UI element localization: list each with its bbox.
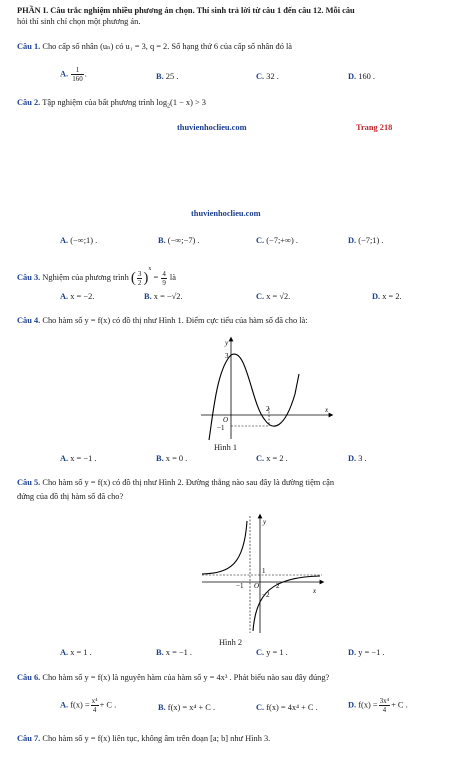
x-axis-label: x — [313, 587, 317, 595]
question-label: Câu 1. — [17, 42, 41, 51]
q1-option-b[interactable]: B. 25 . — [156, 72, 179, 81]
question-4: Câu 4. Cho hàm số y = f(x) có đồ thị như Hình 1. Điểm cực tiểu của hàm số đã cho là: — [17, 316, 308, 325]
question-1: Câu 1. Cho cấp số nhân (uₙ) có u₁ = 3, q = 2. Số hạng thứ 6 của cấp số nhân đó là — [17, 42, 293, 51]
origin-label: O — [254, 582, 260, 590]
figure-1-caption: Hình 1 — [214, 443, 238, 452]
tick-minus-2: −2 — [262, 591, 270, 599]
q2-option-b[interactable]: B. (−∞;−7) . — [158, 236, 200, 245]
q1-option-c[interactable]: C. 32 . — [256, 72, 279, 81]
q3-option-b[interactable]: B. x = −√2. — [144, 292, 183, 301]
q2-option-c[interactable]: C. (−7;+∞) . — [256, 236, 298, 245]
tick-2: 2 — [266, 405, 270, 413]
q1-option-d[interactable]: D. 160 . — [348, 72, 375, 81]
figure-1-graph — [195, 334, 335, 442]
question-2: Câu 2. Tập nghiệm của bất phương trình $\log_2(1 - x) > 3$ — [17, 98, 206, 110]
y-axis-label: y — [263, 518, 267, 526]
q3-option-a[interactable]: A. x = −2. — [60, 292, 95, 301]
origin-label: O — [223, 416, 229, 424]
section-title: PHẦN I. Câu trắc nghiệm nhiều phương án chọn. Thí sinh trả lời từ câu 1 đến câu 12. Mỗi câu — [17, 6, 355, 15]
q4-option-a[interactable]: A. x = −1 . — [60, 454, 97, 463]
q2-option-d[interactable]: D. (−7;1) . — [348, 236, 384, 245]
q4-option-b[interactable]: B. x = 0 . — [156, 454, 188, 463]
figure-2-caption: Hình 2 — [219, 638, 243, 647]
tick-minus-1: −1 — [236, 582, 244, 590]
question-3: Câu 3. Nghiệm của phương trình ( $\frac{3}{2}$ )$^x$ = $\frac{4}{9}$ là — [17, 266, 176, 287]
q5-option-c[interactable]: C. y = 1 . — [256, 648, 288, 657]
q6-option-b[interactable]: B. f(x) = x⁴ + C . — [158, 703, 216, 712]
y-axis-label: y — [225, 339, 229, 347]
q3-option-d[interactable]: D. x = 2. — [372, 292, 402, 301]
q5-option-a[interactable]: A. x = 1 . — [60, 648, 92, 657]
x-axis-label: x — [325, 406, 329, 414]
tick-2: 2 — [276, 582, 280, 590]
left-branch — [202, 521, 247, 574]
tick-3: 3 — [225, 352, 229, 360]
q1-option-a[interactable]: A. $\frac{1}{160}$ . — [60, 66, 87, 83]
q5-option-d[interactable]: D. y = −1 . — [348, 648, 385, 657]
footer-page-number: Trang 218 — [356, 123, 393, 132]
tick-1: 1 — [262, 567, 266, 575]
figure-2-graph — [200, 513, 325, 635]
question-5: Câu 5. Cho hàm số y = f(x) có đồ thị như Hình 2. Đường thẳng nào sau đây là đường tiệm cận — [17, 478, 335, 487]
q6-option-d[interactable]: D. f(x) = $\frac{\text{3x⁴}}{4}$ + C . — [348, 697, 408, 714]
q2-option-a[interactable]: A. (−∞;1) . — [60, 236, 98, 245]
section-instruction: hỏi thí sinh chỉ chọn một phương án. — [17, 17, 141, 26]
q4-option-d[interactable]: D. 3 . — [348, 454, 367, 463]
q3-option-c[interactable]: C. x = √2. — [256, 292, 291, 301]
q6-option-a[interactable]: A. f(x) = $\frac{\text{x⁴}}{4}$ + C . — [60, 697, 117, 714]
q4-option-c[interactable]: C. x = 2 . — [256, 454, 288, 463]
question-6: Câu 6. Cho hàm số y = f(x) là nguyên hàm của hàm số y = 4x³ . Phát biểu nào sau đây đúng? — [17, 673, 330, 682]
question-7: Câu 7. Cho hàm số y = f(x) liên tục, không âm trên đoạn [a; b] như Hình 3. — [17, 734, 271, 743]
q5-option-b[interactable]: B. x = −1 . — [156, 648, 192, 657]
header-site[interactable]: thuvienhoclieu.com — [191, 209, 261, 218]
q6-option-c[interactable]: C. f(x) = 4x⁴ + C . — [256, 703, 318, 712]
footer-site[interactable]: thuvienhoclieu.com — [177, 123, 247, 132]
tick-minus-1: −1 — [217, 424, 225, 432]
right-branch — [253, 576, 320, 631]
question-5-cont: đứng của đồ thị hàm số đã cho? — [17, 492, 124, 501]
